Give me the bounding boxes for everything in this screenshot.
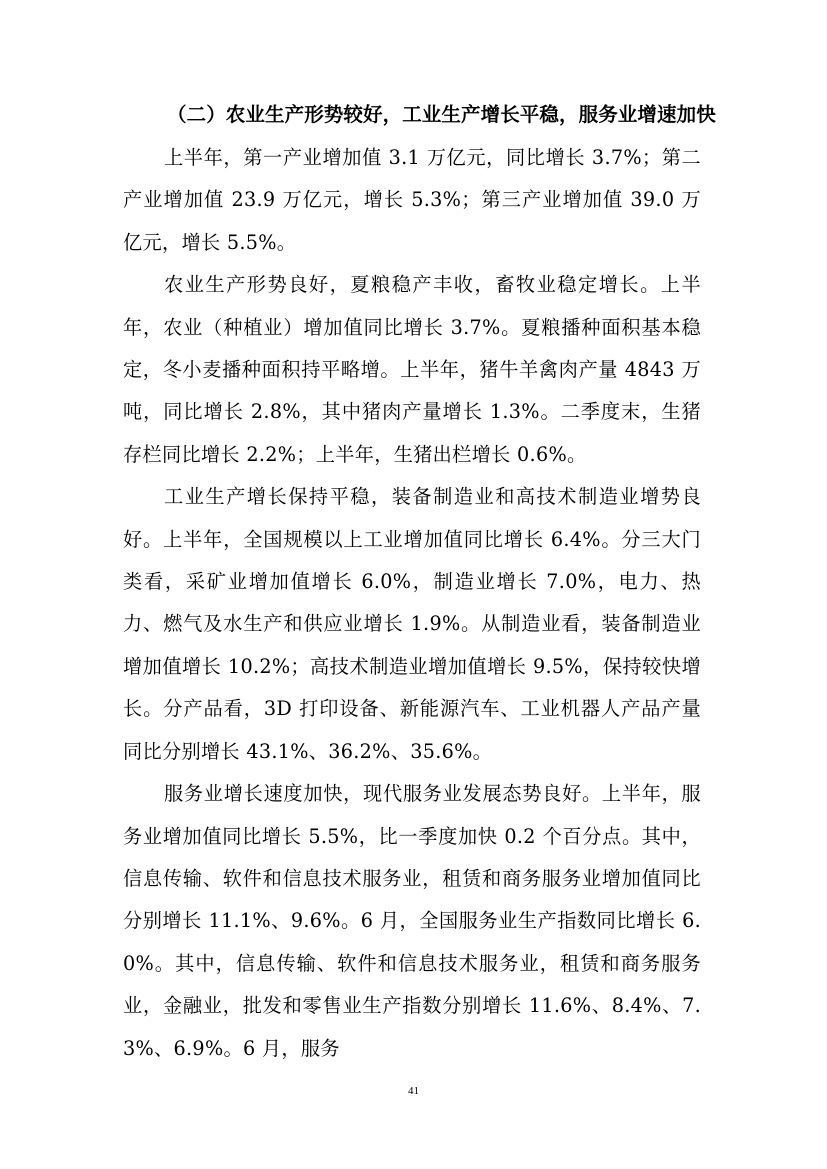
- section-heading: （二）农业生产形势较好，工业生产增长平稳，服务业增速加快: [167, 103, 716, 126]
- page-number: 41: [408, 1085, 419, 1097]
- paragraph-industry: 工业生产增长保持平稳，装备制造业和高技术制造业增势良好。上半年，全国规模以上工业增加值同比增长 6.4%。分三大门类看，采矿业增加值增长 6.0%，制造业增长 7.0%，电力、热力、燃气及水生产和供应业增长 1.9%。从制造业看，装备制造业增加值增长 10.2%；高技术制造业增加值增长 9.5%，保持较快增长。分产品看，3D 打印设备、新能源汽车、工业机器人产品产量同比分别增长 43.1%、36.2%、35.6%。: [123, 485, 701, 763]
- document-body: [123, 100, 716, 1070]
- paragraph-industry-overview: 上半年，第一产业增加值 3.1 万亿元，同比增长 3.7%；第二产业增加值 23.9 万亿元，增长 5.3%；第三产业增加值 39.0 万亿元，增长 5.5%。: [123, 146, 701, 254]
- paragraph-agriculture: 农业生产形势良好，夏粮稳产丰收，畜牧业稳定增长。上半年，农业（种植业）增加值同比增长 3.7%。夏粮播种面积基本稳定，冬小麦播种面积持平略增。上半年，猪牛羊禽肉产量 4843 万吨，同比增长 2.8%，其中猪肉产量增长 1.3%。二季度末，生猪存栏同比增长 2.2%；上半年，生猪出栏增长 0.6%。: [123, 273, 701, 466]
- paragraph-services: 服务业增长速度加快，现代服务业发展态势良好。上半年，服务业增加值同比增长 5.5%，比一季度加快 0.2 个百分点。其中，信息传输、软件和信息技术服务业，租赁和商务服务业增加值同比分别增长 11.1%、9.6%。6 月，全国服务业生产指数同比增长 6.0%。其中，信息传输、软件和信息技术服务业，租赁和商务服务业，金融业，批发和零售业生产指数分别增长 11.6%、8.4%、7.3%、6.9%。6 月，服务: [123, 782, 701, 1060]
